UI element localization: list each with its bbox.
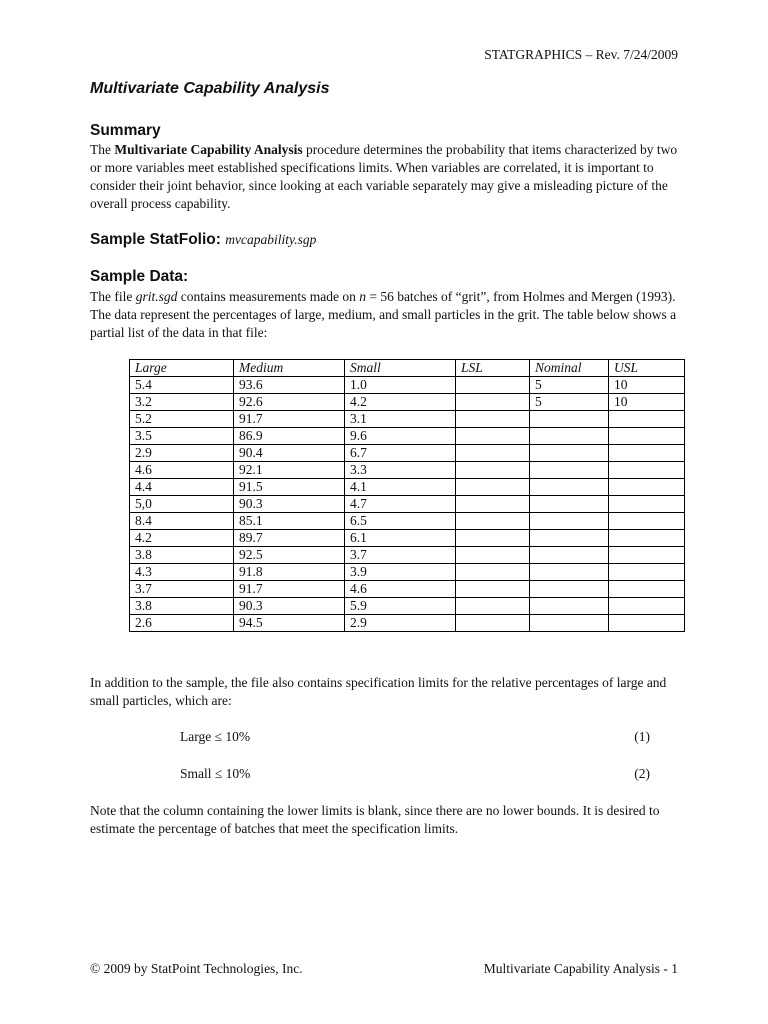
statfolio-filename: mvcapability.sgp (225, 232, 317, 247)
table-cell (456, 615, 530, 632)
table-cell: 92.1 (234, 462, 345, 479)
table-cell (530, 615, 609, 632)
table-cell: 1.0 (345, 377, 456, 394)
table-cell: 91.7 (234, 411, 345, 428)
table-cell: 3.1 (345, 411, 456, 428)
n-symbol: n (359, 289, 366, 304)
column-header-usl: USL (609, 360, 685, 377)
sample-data-paragraph (90, 288, 690, 342)
table-cell: 3.7 (130, 581, 234, 598)
table-cell: 5.9 (345, 598, 456, 615)
table-cell: 5 (530, 394, 609, 411)
table-cell (530, 479, 609, 496)
table-cell: 4.2 (130, 530, 234, 547)
table-cell: 3.8 (130, 598, 234, 615)
table-cell: 6.1 (345, 530, 456, 547)
table-cell: 4.2 (345, 394, 456, 411)
table-row (130, 428, 685, 445)
table-cell: 6.5 (345, 513, 456, 530)
table-cell (456, 428, 530, 445)
table-header-row (130, 360, 685, 377)
data-filename: grit.sgd (135, 289, 178, 304)
table-row (130, 462, 685, 479)
table-row (130, 615, 685, 632)
summary-text-start: The (90, 142, 115, 157)
table-cell (530, 445, 609, 462)
sample-text-a: The file (90, 289, 136, 304)
table-row (130, 394, 685, 411)
table-cell (456, 564, 530, 581)
table-cell: 85.1 (234, 513, 345, 530)
table-row (130, 581, 685, 598)
footer-page-label: Multivariate Capability Analysis - 1 (483, 961, 678, 976)
table-cell: 3.7 (345, 547, 456, 564)
table-cell: 3.2 (130, 394, 234, 411)
table-cell (609, 615, 685, 632)
table-cell: 10 (609, 394, 685, 411)
table-row (130, 598, 685, 615)
equation-2 (180, 766, 650, 782)
table-cell (609, 581, 685, 598)
table-cell (456, 462, 530, 479)
table-row (130, 411, 685, 428)
table-cell: 93.6 (234, 377, 345, 394)
table-cell: 5.2 (130, 411, 234, 428)
table-cell: 92.5 (234, 547, 345, 564)
table-cell: 4.6 (345, 581, 456, 598)
column-header-lsl: LSL (456, 360, 530, 377)
column-header-small: Small (345, 360, 456, 377)
running-header: STATGRAPHICS – Rev. 7/24/2009 (484, 47, 678, 62)
table-cell (530, 462, 609, 479)
column-header-large: Large (130, 360, 234, 377)
table-cell: 92.6 (234, 394, 345, 411)
table-cell (609, 479, 685, 496)
table-cell (609, 564, 685, 581)
table-cell: 90.3 (234, 598, 345, 615)
table-body (130, 377, 685, 632)
table-cell (530, 598, 609, 615)
table-cell (609, 496, 685, 513)
table-cell: 5.4 (130, 377, 234, 394)
page-footer (90, 961, 678, 977)
table-cell (530, 530, 609, 547)
table-cell (609, 598, 685, 615)
table-cell (609, 462, 685, 479)
table-cell (609, 411, 685, 428)
table-cell: 91.5 (234, 479, 345, 496)
table-cell (530, 411, 609, 428)
sample-text-c: = 56 batches of “grit”, from Holmes and Mergen (1993). The data represent the percentages of large, medium, and small particles in the grit. The table below shows a partial list of the data in that file: (90, 289, 677, 340)
table-cell: 91.8 (234, 564, 345, 581)
table-cell: 4.1 (345, 479, 456, 496)
table-cell: 8.4 (130, 513, 234, 530)
table-cell: 6.7 (345, 445, 456, 462)
table-cell: 3.5 (130, 428, 234, 445)
document-title: Multivariate Capability Analysis (90, 80, 330, 97)
equation-2-text: Small ≤ 10% (180, 766, 251, 781)
table-cell: 4.3 (130, 564, 234, 581)
table-cell: 3.9 (345, 564, 456, 581)
table-row (130, 496, 685, 513)
table-cell: 9.6 (345, 428, 456, 445)
data-table (129, 359, 685, 632)
procedure-name: Multivariate Capability Analysis (114, 142, 303, 157)
table-cell: 2.9 (130, 445, 234, 462)
note-paragraph: Note that the column containing the lower limits is blank, since there are no lower bounds. It is desired to estimate the percentage of batches that meet the specification limits. (90, 803, 660, 836)
table-cell: 10 (609, 377, 685, 394)
table-cell (456, 479, 530, 496)
statfolio-heading (90, 231, 316, 249)
sample-text-b: contains measurements made on (177, 289, 360, 304)
table-cell (530, 581, 609, 598)
table-cell: 4.4 (130, 479, 234, 496)
table-cell: 5 (530, 377, 609, 394)
summary-heading: Summary (90, 122, 161, 139)
table-cell (530, 496, 609, 513)
table-row (130, 377, 685, 394)
table-cell: 90.3 (234, 496, 345, 513)
equation-2-number: (2) (634, 766, 650, 781)
table-cell (456, 547, 530, 564)
sample-data-heading: Sample Data: (90, 268, 189, 285)
table-cell: 2.6 (130, 615, 234, 632)
table-cell: 5,0 (130, 496, 234, 513)
table-cell (456, 394, 530, 411)
table-cell: 94.5 (234, 615, 345, 632)
table-row (130, 445, 685, 462)
copyright-text: © 2009 by StatPoint Technologies, Inc. (90, 961, 303, 976)
table-cell (530, 513, 609, 530)
table-cell (530, 547, 609, 564)
table-cell: 2.9 (345, 615, 456, 632)
table-row (130, 479, 685, 496)
table-cell (456, 513, 530, 530)
table-cell (609, 513, 685, 530)
table-cell (456, 581, 530, 598)
column-header-nominal: Nominal (530, 360, 609, 377)
table-cell (456, 598, 530, 615)
table-cell (456, 445, 530, 462)
table-row (130, 530, 685, 547)
table-cell (456, 377, 530, 394)
table-row (130, 513, 685, 530)
table-cell (456, 496, 530, 513)
table-cell (609, 547, 685, 564)
table-cell (456, 411, 530, 428)
table-cell: 91.7 (234, 581, 345, 598)
table-cell: 4.7 (345, 496, 456, 513)
table-cell (456, 530, 530, 547)
table-cell (530, 428, 609, 445)
summary-paragraph (90, 141, 690, 213)
table-cell (609, 445, 685, 462)
table-cell: 3.8 (130, 547, 234, 564)
equation-1-number: (1) (634, 729, 650, 744)
table-cell: 3.3 (345, 462, 456, 479)
table-cell (609, 428, 685, 445)
table-row (130, 564, 685, 581)
table-cell: 90.4 (234, 445, 345, 462)
table-cell (609, 530, 685, 547)
summary-text-rest: procedure determines the probability that items characterized by two or more variables meet established specifications limits. When variables are correlated, it is important to consider their joint behavior, since looking at each variable separately may give a misleading picture of the overall process capability. (90, 142, 678, 211)
table-cell: 86.9 (234, 428, 345, 445)
table-row (130, 547, 685, 564)
spec-limits-paragraph: In addition to the sample, the file also contains specification limits for the relative percentages of large and small particles, which are: (90, 675, 667, 708)
table-cell: 89.7 (234, 530, 345, 547)
statfolio-label: Sample StatFolio: (90, 231, 221, 248)
table-cell: 4.6 (130, 462, 234, 479)
equation-1-text: Large ≤ 10% (180, 729, 251, 744)
table-cell (530, 564, 609, 581)
equation-1 (180, 729, 650, 745)
column-header-medium: Medium (234, 360, 345, 377)
